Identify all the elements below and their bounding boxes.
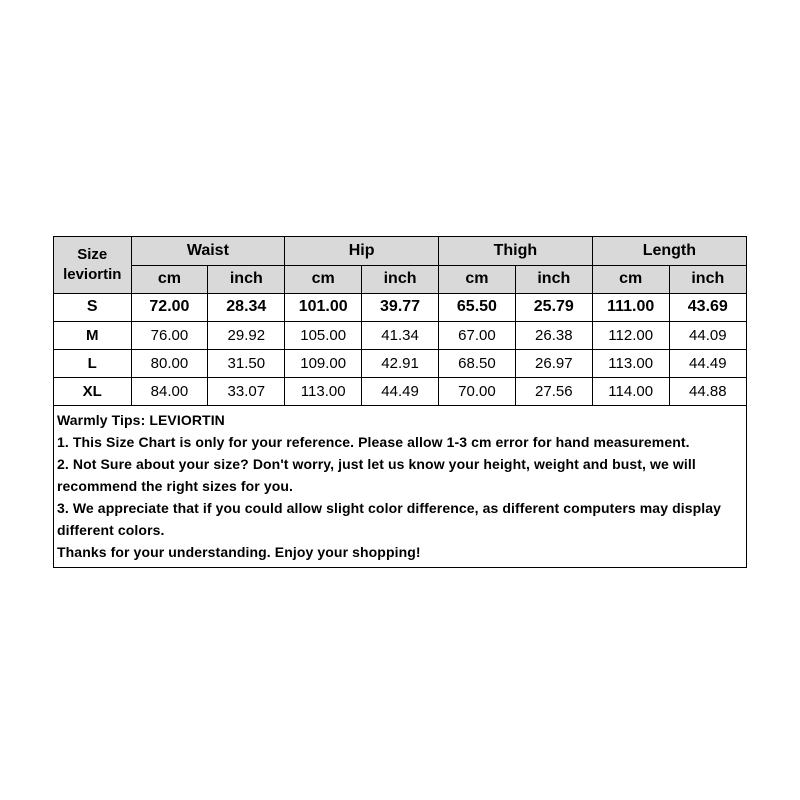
table-cell: 76.00 (131, 321, 208, 349)
table-cell: 112.00 (592, 321, 669, 349)
table-cell: 28.34 (208, 293, 285, 321)
size-label: L (54, 349, 131, 377)
group-header-length: Length (592, 237, 746, 265)
table-cell: 43.69 (669, 293, 746, 321)
table-row (54, 321, 746, 349)
table-cell: 113.00 (592, 349, 669, 377)
table-cell: 44.49 (362, 377, 439, 405)
table-cell: 25.79 (515, 293, 592, 321)
size-label: M (54, 321, 131, 349)
table-cell: 26.97 (515, 349, 592, 377)
table-cell: 113.00 (285, 377, 362, 405)
group-header-hip: Hip (285, 237, 439, 265)
table-cell: 41.34 (362, 321, 439, 349)
unit-header: cm (131, 265, 208, 293)
table-cell: 68.50 (439, 349, 516, 377)
table-cell: 42.91 (362, 349, 439, 377)
tip-line: 3. We appreciate that if you could allow slight color difference, as different computers may display different colors. (57, 500, 722, 538)
table-cell: 44.49 (669, 349, 746, 377)
table-cell: 70.00 (439, 377, 516, 405)
table-row (54, 293, 746, 321)
tip-line: 1. This Size Chart is only for your reference. Please allow 1-3 cm error for hand measurement. (57, 434, 690, 450)
table-cell: 114.00 (592, 377, 669, 405)
tips-thanks: Thanks for your understanding. Enjoy your shopping! (57, 544, 421, 560)
size-label: XL (54, 377, 131, 405)
group-header-waist: Waist (131, 237, 285, 265)
unit-header: inch (208, 265, 285, 293)
table-row (54, 377, 746, 405)
tip-line: 2. Not Sure about your size? Don't worry, just let us know your height, weight and bust, we will recommend the right sizes for you. (57, 456, 696, 494)
table-cell: 65.50 (439, 293, 516, 321)
table-cell: 84.00 (131, 377, 208, 405)
table-cell: 67.00 (439, 321, 516, 349)
table-row (54, 349, 746, 377)
unit-header: cm (592, 265, 669, 293)
table-cell: 33.07 (208, 377, 285, 405)
table-cell: 72.00 (131, 293, 208, 321)
size-header-cell (54, 237, 131, 293)
size-header-line2: leviortin (63, 265, 122, 283)
size-table (54, 237, 746, 405)
unit-header: inch (669, 265, 746, 293)
table-cell: 109.00 (285, 349, 362, 377)
table-cell: 80.00 (131, 349, 208, 377)
group-header-thigh: Thigh (439, 237, 593, 265)
unit-header: inch (362, 265, 439, 293)
tips-section (54, 405, 746, 567)
unit-header-row (54, 265, 746, 293)
table-cell: 31.50 (208, 349, 285, 377)
table-cell: 101.00 (285, 293, 362, 321)
size-label: S (54, 293, 131, 321)
unit-header: cm (285, 265, 362, 293)
size-chart (53, 236, 747, 568)
unit-header: cm (439, 265, 516, 293)
table-cell: 44.88 (669, 377, 746, 405)
tips-title: Warmly Tips: LEVIORTIN (57, 412, 225, 428)
table-cell: 29.92 (208, 321, 285, 349)
table-cell: 26.38 (515, 321, 592, 349)
unit-header: inch (515, 265, 592, 293)
table-cell: 39.77 (362, 293, 439, 321)
size-header-line1: Size (77, 245, 108, 263)
group-header-row (54, 237, 746, 265)
table-cell: 105.00 (285, 321, 362, 349)
table-cell: 27.56 (515, 377, 592, 405)
table-cell: 111.00 (592, 293, 669, 321)
table-cell: 44.09 (669, 321, 746, 349)
